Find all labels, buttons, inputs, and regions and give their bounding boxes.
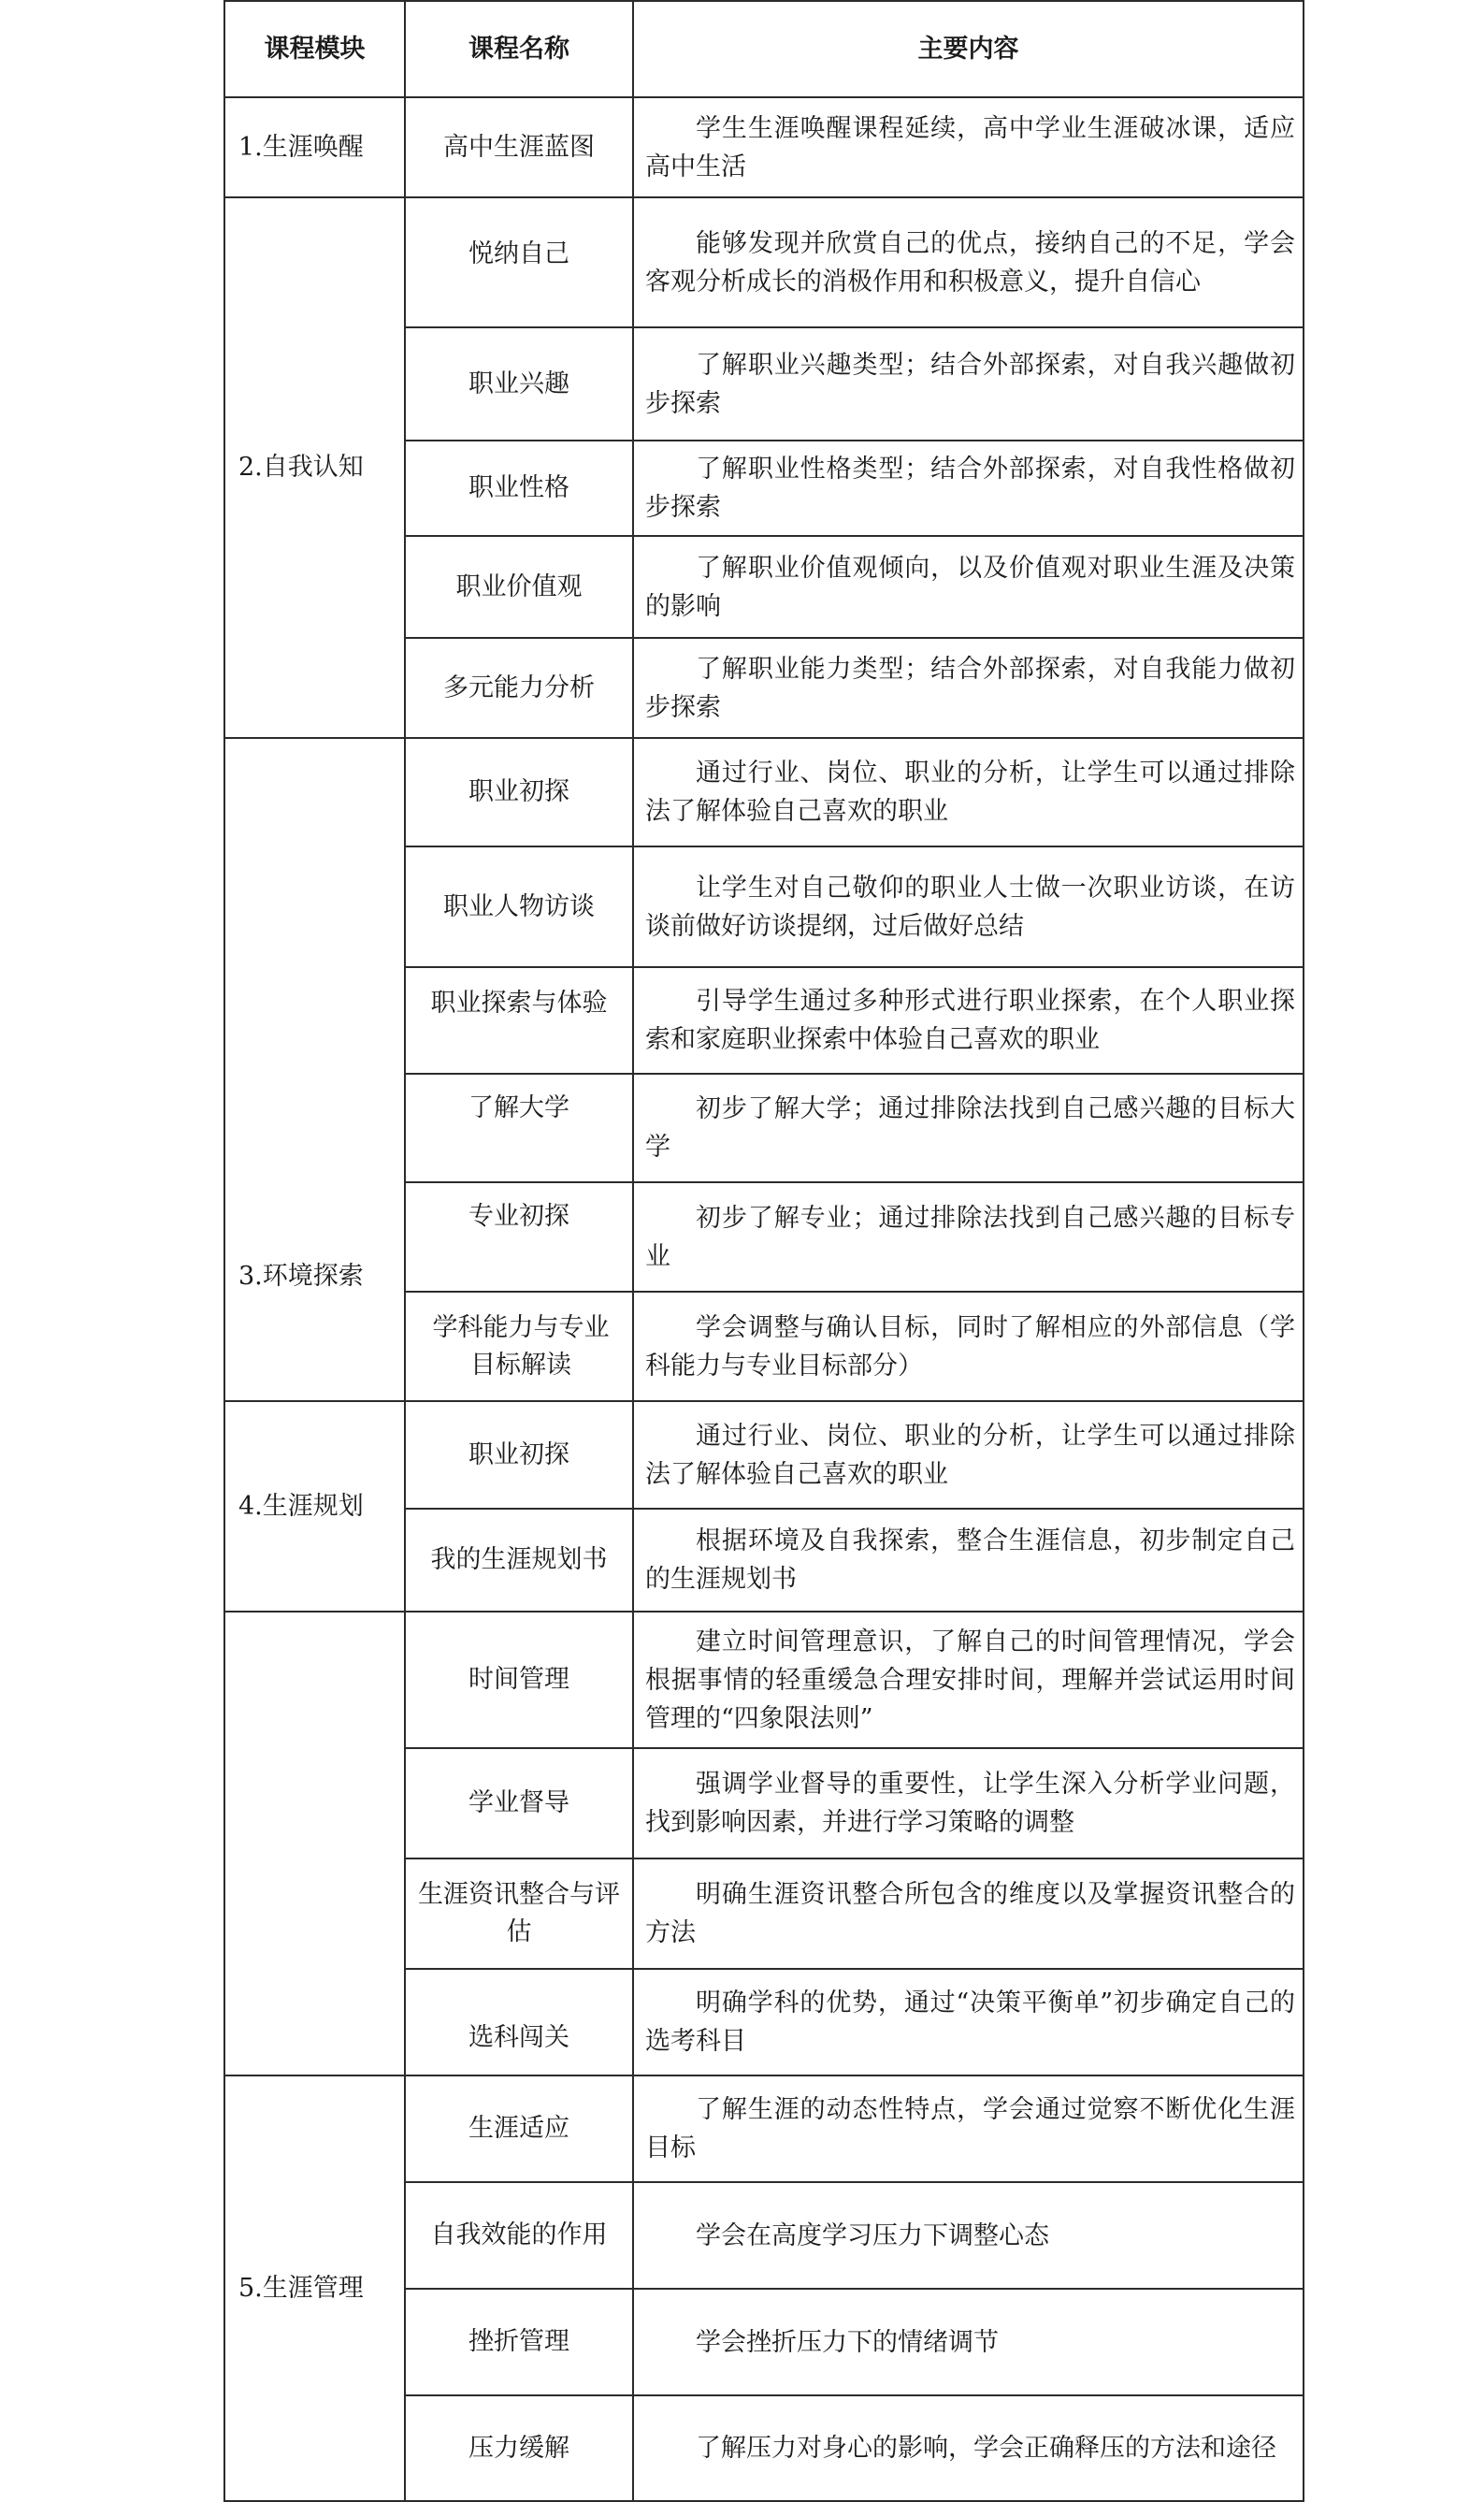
course-name: 悦纳自己 xyxy=(468,239,569,268)
course-name: 选科闯关 xyxy=(468,2023,569,2052)
course-content: 初步了解大学；通过排除法找到自己感兴趣的目标大学 xyxy=(645,1094,1295,1162)
course-content: 明确生涯资讯整合所包含的维度以及掌握资讯整合的方法 xyxy=(645,1880,1295,1947)
course-content: 强调学业督导的重要性，让学生深入分析学业问题，找到影响因素，并进行学习策略的调整 xyxy=(645,1770,1295,1837)
course-name: 学科能力与专业目标解读 xyxy=(432,1312,610,1380)
course-content: 学生生涯唤醒课程延续，高中学业生涯破冰课，适应高中生活 xyxy=(645,113,1295,181)
course-content: 了解职业价值观倾向，以及价值观对职业生涯及决策的影响 xyxy=(645,553,1295,621)
course-name: 职业人物访谈 xyxy=(443,891,595,921)
course-name: 职业探索与体验 xyxy=(430,989,608,1018)
course-name: 压力缓解 xyxy=(468,2433,569,2463)
course-content: 初步了解专业；通过排除法找到自己感兴趣的目标专业 xyxy=(645,1203,1295,1271)
course-content: 能够发现并欣赏自己的优点，接纳自己的不足，学会客观分析成长的消极作用和积极意义，提升自信心 xyxy=(645,228,1295,296)
course-name: 挫折管理 xyxy=(468,2327,569,2356)
course-content: 了解职业性格类型；结合外部探索，对自我性格做初步探索 xyxy=(645,455,1295,522)
module-environment-exploration: 3.环境探索 xyxy=(238,1262,364,1291)
course-content: 根据环境及自我探索，整合生涯信息，初步制定自己的生涯规划书 xyxy=(645,1526,1295,1594)
module-self-awareness: 2.自我认知 xyxy=(238,453,364,482)
course-name: 自我效能的作用 xyxy=(430,2220,608,2249)
course-name: 生涯资讯整合与评估 xyxy=(418,1880,620,1946)
course-content: 了解压力对身心的影响，学会正确释压的方法和途径 xyxy=(696,2434,1276,2463)
course-name: 了解大学 xyxy=(468,1093,569,1122)
course-content: 明确学科的优势，通过“决策平衡单”初步确定自己的选考科目 xyxy=(645,1989,1295,2056)
course-name: 生涯适应 xyxy=(468,2114,569,2143)
course-name: 多元能力分析 xyxy=(443,673,595,702)
course-content: 让学生对自己敬仰的职业人士做一次职业访谈，在访谈前做好访谈提纲，过后做好总结 xyxy=(645,873,1295,941)
course-name: 职业价值观 xyxy=(455,571,583,601)
course-content: 了解生涯的动态性特点，学会通过觉察不断优化生涯目标 xyxy=(645,2095,1295,2162)
course-name: 职业性格 xyxy=(468,473,569,502)
course-content: 引导学生通过多种形式进行职业探索，在个人职业探索和家庭职业探索中体验自己喜欢的职业 xyxy=(645,987,1295,1054)
course-content: 通过行业、岗位、职业的分析，让学生可以通过排除法了解体验自己喜欢的职业 xyxy=(645,1421,1295,1489)
course-name: 职业兴趣 xyxy=(468,369,569,398)
course-content: 学会在高度学习压力下调整心态 xyxy=(696,2220,1049,2250)
header-module: 课程模块 xyxy=(264,34,366,64)
course-content: 了解职业兴趣类型；结合外部探索，对自我兴趣做初步探索 xyxy=(645,350,1295,418)
header-main-content: 主要内容 xyxy=(917,34,1019,64)
module-career-awakening: 1.生涯唤醒 xyxy=(238,132,364,162)
course-name: 专业初探 xyxy=(468,1202,569,1231)
header-course-name: 课程名称 xyxy=(468,34,569,64)
module-career-planning: 4.生涯规划 xyxy=(238,1491,364,1521)
table-border-right xyxy=(1303,0,1304,2502)
course-name: 学业督导 xyxy=(468,1788,569,1817)
course-name: 职业初探 xyxy=(468,1439,569,1469)
module-career-management: 5.生涯管理 xyxy=(238,2273,364,2303)
course-name: 时间管理 xyxy=(468,1665,569,1694)
course-content: 学会挫折压力下的情绪调节 xyxy=(696,2327,999,2357)
course-content: 学会调整与确认目标，同时了解相应的外部信息（学科能力与专业目标部分） xyxy=(645,1312,1295,1381)
course-name: 我的生涯规划书 xyxy=(430,1545,608,1574)
course-content: 建立时间管理意识，了解自己的时间管理情况，学会根据事情的轻重缓急合理安排时间，理解并尝试运用时间管理的“四象限法则” xyxy=(645,1627,1295,1733)
course-content: 了解职业能力类型；结合外部探索，对自我能力做初步探索 xyxy=(645,654,1295,722)
course-content: 通过行业、岗位、职业的分析，让学生可以通过排除法了解体验自己喜欢的职业 xyxy=(645,759,1295,826)
course-name: 职业初探 xyxy=(468,777,569,806)
course-name: 高中生涯蓝图 xyxy=(443,132,595,162)
